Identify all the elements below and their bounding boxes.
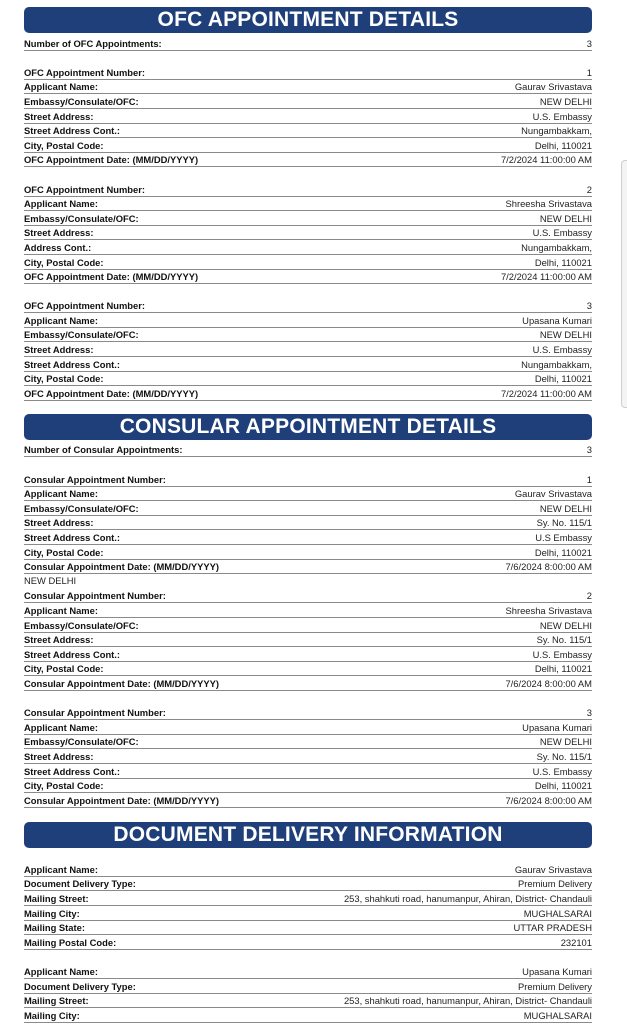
field-row (24, 182, 592, 197)
row-label: Embassy/Consulate/OFC: (24, 502, 139, 514)
row-value: Delhi, 110021 (534, 139, 592, 151)
row-label: Street Address: (24, 110, 94, 122)
row-label: Street Address Cont.: (24, 648, 121, 660)
field-row (24, 124, 592, 139)
row-label: Embassy/Consulate/OFC: (24, 329, 139, 341)
field-row (24, 472, 592, 487)
row-label: Consular Appointment Date: (MM/DD/YYYY) (24, 561, 219, 573)
field-row (24, 749, 592, 764)
row-value: 7/6/2024 8:00:00 AM (505, 561, 592, 573)
ofc-count-row (24, 36, 592, 51)
field-row (24, 964, 592, 979)
field-row (24, 299, 592, 314)
delivery-section-title: DOCUMENT DELIVERY INFORMATION (24, 822, 592, 848)
field-row (24, 891, 592, 906)
row-label: Mailing City: (24, 1009, 80, 1021)
row-label: Address Cont.: (24, 241, 92, 253)
row-value: NEW DELHI (539, 502, 592, 514)
row-label: Consular Appointment Number: (24, 473, 166, 485)
row-value: 2 (586, 590, 592, 602)
row-label: Embassy/Consulate/OFC: (24, 736, 139, 748)
field-row (24, 153, 592, 168)
row-label: City, Postal Code: (24, 256, 104, 268)
field-row (24, 779, 592, 794)
row-value: U.S Embassy (535, 532, 592, 543)
field-row (24, 676, 592, 691)
row-value: NEW DELHI (539, 95, 592, 107)
field-row (24, 372, 592, 387)
field-row (24, 501, 592, 516)
row-value: Upasana Kumari (522, 314, 592, 326)
row-value: NEW DELHI (539, 212, 592, 224)
row-label: Street Address: (24, 344, 94, 356)
row-value: Delhi, 110021 (534, 663, 592, 675)
row-value: 232101 (560, 936, 592, 948)
field-row (24, 65, 592, 80)
row-label: OFC Appointment Number: (24, 300, 145, 312)
field-row (24, 877, 592, 892)
row-value: Premium Delivery (518, 980, 592, 992)
consular-section-title: CONSULAR APPOINTMENT DETAILS (24, 414, 592, 440)
ofc-appointment (24, 65, 592, 167)
field-row (24, 109, 592, 124)
row-label: OFC Appointment Date: (MM/DD/YYYY) (24, 387, 199, 399)
row-value: NEW DELHI (539, 329, 592, 341)
row-label: City, Postal Code: (24, 780, 104, 792)
field-row (24, 906, 592, 921)
field-row (24, 197, 592, 212)
field-row (24, 516, 592, 531)
row-value: Shreesha Srivastava (505, 198, 592, 210)
field-row (24, 589, 592, 604)
row-value: MUGHALSARAI (523, 907, 592, 919)
row-label: Document Delivery Type: (24, 980, 136, 992)
row-value: 253, shahkuti road, hanumanpur, Ahiran, District- Chandauli (343, 893, 592, 905)
field-row (24, 487, 592, 502)
field-row (24, 662, 592, 677)
consular-section (24, 414, 592, 808)
row-value: 7/2/2024 11:00:00 AM (500, 154, 592, 166)
appointment-document (24, 0, 592, 1023)
row-label: Applicant Name: (24, 604, 98, 616)
field-row (24, 313, 592, 328)
row-label: Street Address Cont.: (24, 125, 121, 137)
row-label: Mailing City: (24, 907, 80, 919)
row-label: Consular Appointment Date: (MM/DD/YYYY) (24, 677, 219, 689)
field-row (24, 357, 592, 372)
delivery-entry (24, 862, 592, 950)
row-value: Upasana Kumari (522, 721, 592, 733)
delivery-entry (24, 964, 592, 1022)
row-value: Nungambakkam, (521, 125, 592, 137)
field-row (24, 226, 592, 241)
field-row (24, 328, 592, 343)
field-row (24, 633, 592, 648)
field-row (24, 386, 592, 401)
field-row (24, 530, 592, 545)
consular-count-row (24, 443, 592, 458)
row-value: 7/2/2024 11:00:00 AM (500, 271, 592, 283)
row-value: Delhi, 110021 (534, 546, 592, 558)
row-value: Shreesha Srivastava (505, 604, 592, 616)
row-value: U.S. Embassy (532, 110, 592, 122)
row-label: Consular Appointment Number: (24, 590, 166, 602)
row-label: Applicant Name: (24, 488, 98, 500)
row-value: NEW DELHI (539, 619, 592, 631)
field-row (24, 764, 592, 779)
field-row (24, 270, 592, 285)
field-row (24, 720, 592, 735)
row-label: OFC Appointment Number: (24, 183, 145, 195)
consular-appointment (24, 472, 592, 574)
row-label: Mailing State: (24, 922, 85, 934)
row-label: Embassy/Consulate/OFC: (24, 95, 139, 107)
field-row (24, 862, 592, 877)
row-value: U.S. Embassy (532, 344, 592, 356)
row-label: OFC Appointment Number: (24, 66, 145, 78)
field-row (24, 935, 592, 950)
row-label: City, Postal Code: (24, 139, 104, 151)
row-label: Document Delivery Type: (24, 878, 136, 890)
field-row (24, 1008, 592, 1023)
row-value: 7/6/2024 8:00:00 AM (505, 677, 592, 689)
row-label: Street Address: (24, 517, 94, 529)
field-row (24, 560, 592, 575)
row-label: Street Address Cont.: (24, 532, 121, 543)
row-value: 2 (586, 183, 592, 195)
field-row (24, 240, 592, 255)
row-value: 1 (586, 66, 592, 78)
row-value: Gaurav Srivastava (514, 863, 592, 875)
row-label: Mailing Street: (24, 893, 89, 905)
row-label: Street Address: (24, 227, 94, 239)
row-value: Gaurav Srivastava (514, 81, 592, 93)
row-label: Street Address Cont.: (24, 765, 121, 777)
row-value: Premium Delivery (518, 878, 592, 890)
field-row (24, 921, 592, 936)
row-label: Street Address Cont.: (24, 358, 121, 370)
row-value: Delhi, 110021 (534, 256, 592, 268)
field-row (24, 545, 592, 560)
row-value: NEW DELHI (539, 736, 592, 748)
row-value: 7/2/2024 11:00:00 AM (500, 387, 592, 399)
row-value: MUGHALSARAI (523, 1009, 592, 1021)
stray-note: NEW DELHI (24, 575, 77, 587)
row-value: 3 (586, 444, 592, 456)
row-value: Gaurav Srivastava (514, 488, 592, 500)
delivery-section (24, 822, 592, 1023)
ofc-section (24, 7, 592, 401)
field-row (24, 80, 592, 95)
row-value: Sy. No. 115/1 (536, 634, 592, 646)
ofc-appointment (24, 182, 592, 284)
row-value: 3 (586, 37, 592, 49)
consular-appointment (24, 706, 592, 808)
row-label: OFC Appointment Date: (MM/DD/YYYY) (24, 271, 199, 283)
scrollbar-edge[interactable] (621, 160, 627, 408)
row-label: Applicant Name: (24, 314, 98, 326)
field-row (24, 647, 592, 662)
row-value: Sy. No. 115/1 (536, 750, 592, 762)
field-row (24, 979, 592, 994)
field-row (24, 138, 592, 153)
row-value: 7/6/2024 8:00:00 AM (505, 794, 592, 806)
row-value: 3 (586, 707, 592, 719)
row-value: U.S. Embassy (532, 227, 592, 239)
field-row (24, 618, 592, 633)
field-row (24, 706, 592, 721)
row-label: Applicant Name: (24, 81, 98, 93)
field-row (24, 211, 592, 226)
row-label: Mailing Street: (24, 995, 89, 1007)
row-value: Delhi, 110021 (534, 780, 592, 792)
row-label: Embassy/Consulate/OFC: (24, 619, 139, 631)
row-label: Embassy/Consulate/OFC: (24, 212, 139, 224)
field-row (24, 342, 592, 357)
row-value: UTTAR PRADESH (513, 922, 592, 934)
row-value: Nungambakkam, (521, 358, 592, 370)
row-value: 3 (586, 300, 592, 312)
row-label: Street Address: (24, 750, 94, 762)
row-value: Upasana Kumari (522, 966, 592, 978)
row-label: Mailing Postal Code: (24, 936, 117, 948)
row-value: U.S. Embassy (532, 765, 592, 777)
row-label: Applicant Name: (24, 863, 98, 875)
row-value: Delhi, 110021 (534, 373, 592, 385)
field-row (24, 994, 592, 1009)
ofc-section-title: OFC APPOINTMENT DETAILS (24, 7, 592, 33)
row-label: OFC Appointment Date: (MM/DD/YYYY) (24, 154, 199, 166)
row-label: Applicant Name: (24, 721, 98, 733)
row-label: City, Postal Code: (24, 373, 104, 385)
consular-appointment (24, 589, 592, 691)
field-row (24, 793, 592, 808)
row-value: U.S. Embassy (532, 648, 592, 660)
field-row (24, 603, 592, 618)
row-label: Street Address: (24, 634, 94, 646)
field-row (24, 735, 592, 750)
row-label: Consular Appointment Number: (24, 707, 166, 719)
field-row (24, 255, 592, 270)
row-label: Consular Appointment Date: (MM/DD/YYYY) (24, 794, 219, 806)
row-label: Number of OFC Appointments: (24, 37, 162, 49)
row-value: Nungambakkam, (521, 241, 592, 253)
row-label: Number of Consular Appointments: (24, 444, 183, 456)
row-value: Sy. No. 115/1 (536, 517, 592, 529)
row-label: City, Postal Code: (24, 663, 104, 675)
ofc-appointment (24, 299, 592, 401)
row-label: Applicant Name: (24, 198, 98, 210)
row-label: Applicant Name: (24, 966, 98, 978)
row-label: City, Postal Code: (24, 546, 104, 558)
field-row (24, 94, 592, 109)
row-value: 1 (586, 473, 592, 485)
row-value: 253, shahkuti road, hanumanpur, Ahiran, District- Chandauli (343, 995, 592, 1007)
